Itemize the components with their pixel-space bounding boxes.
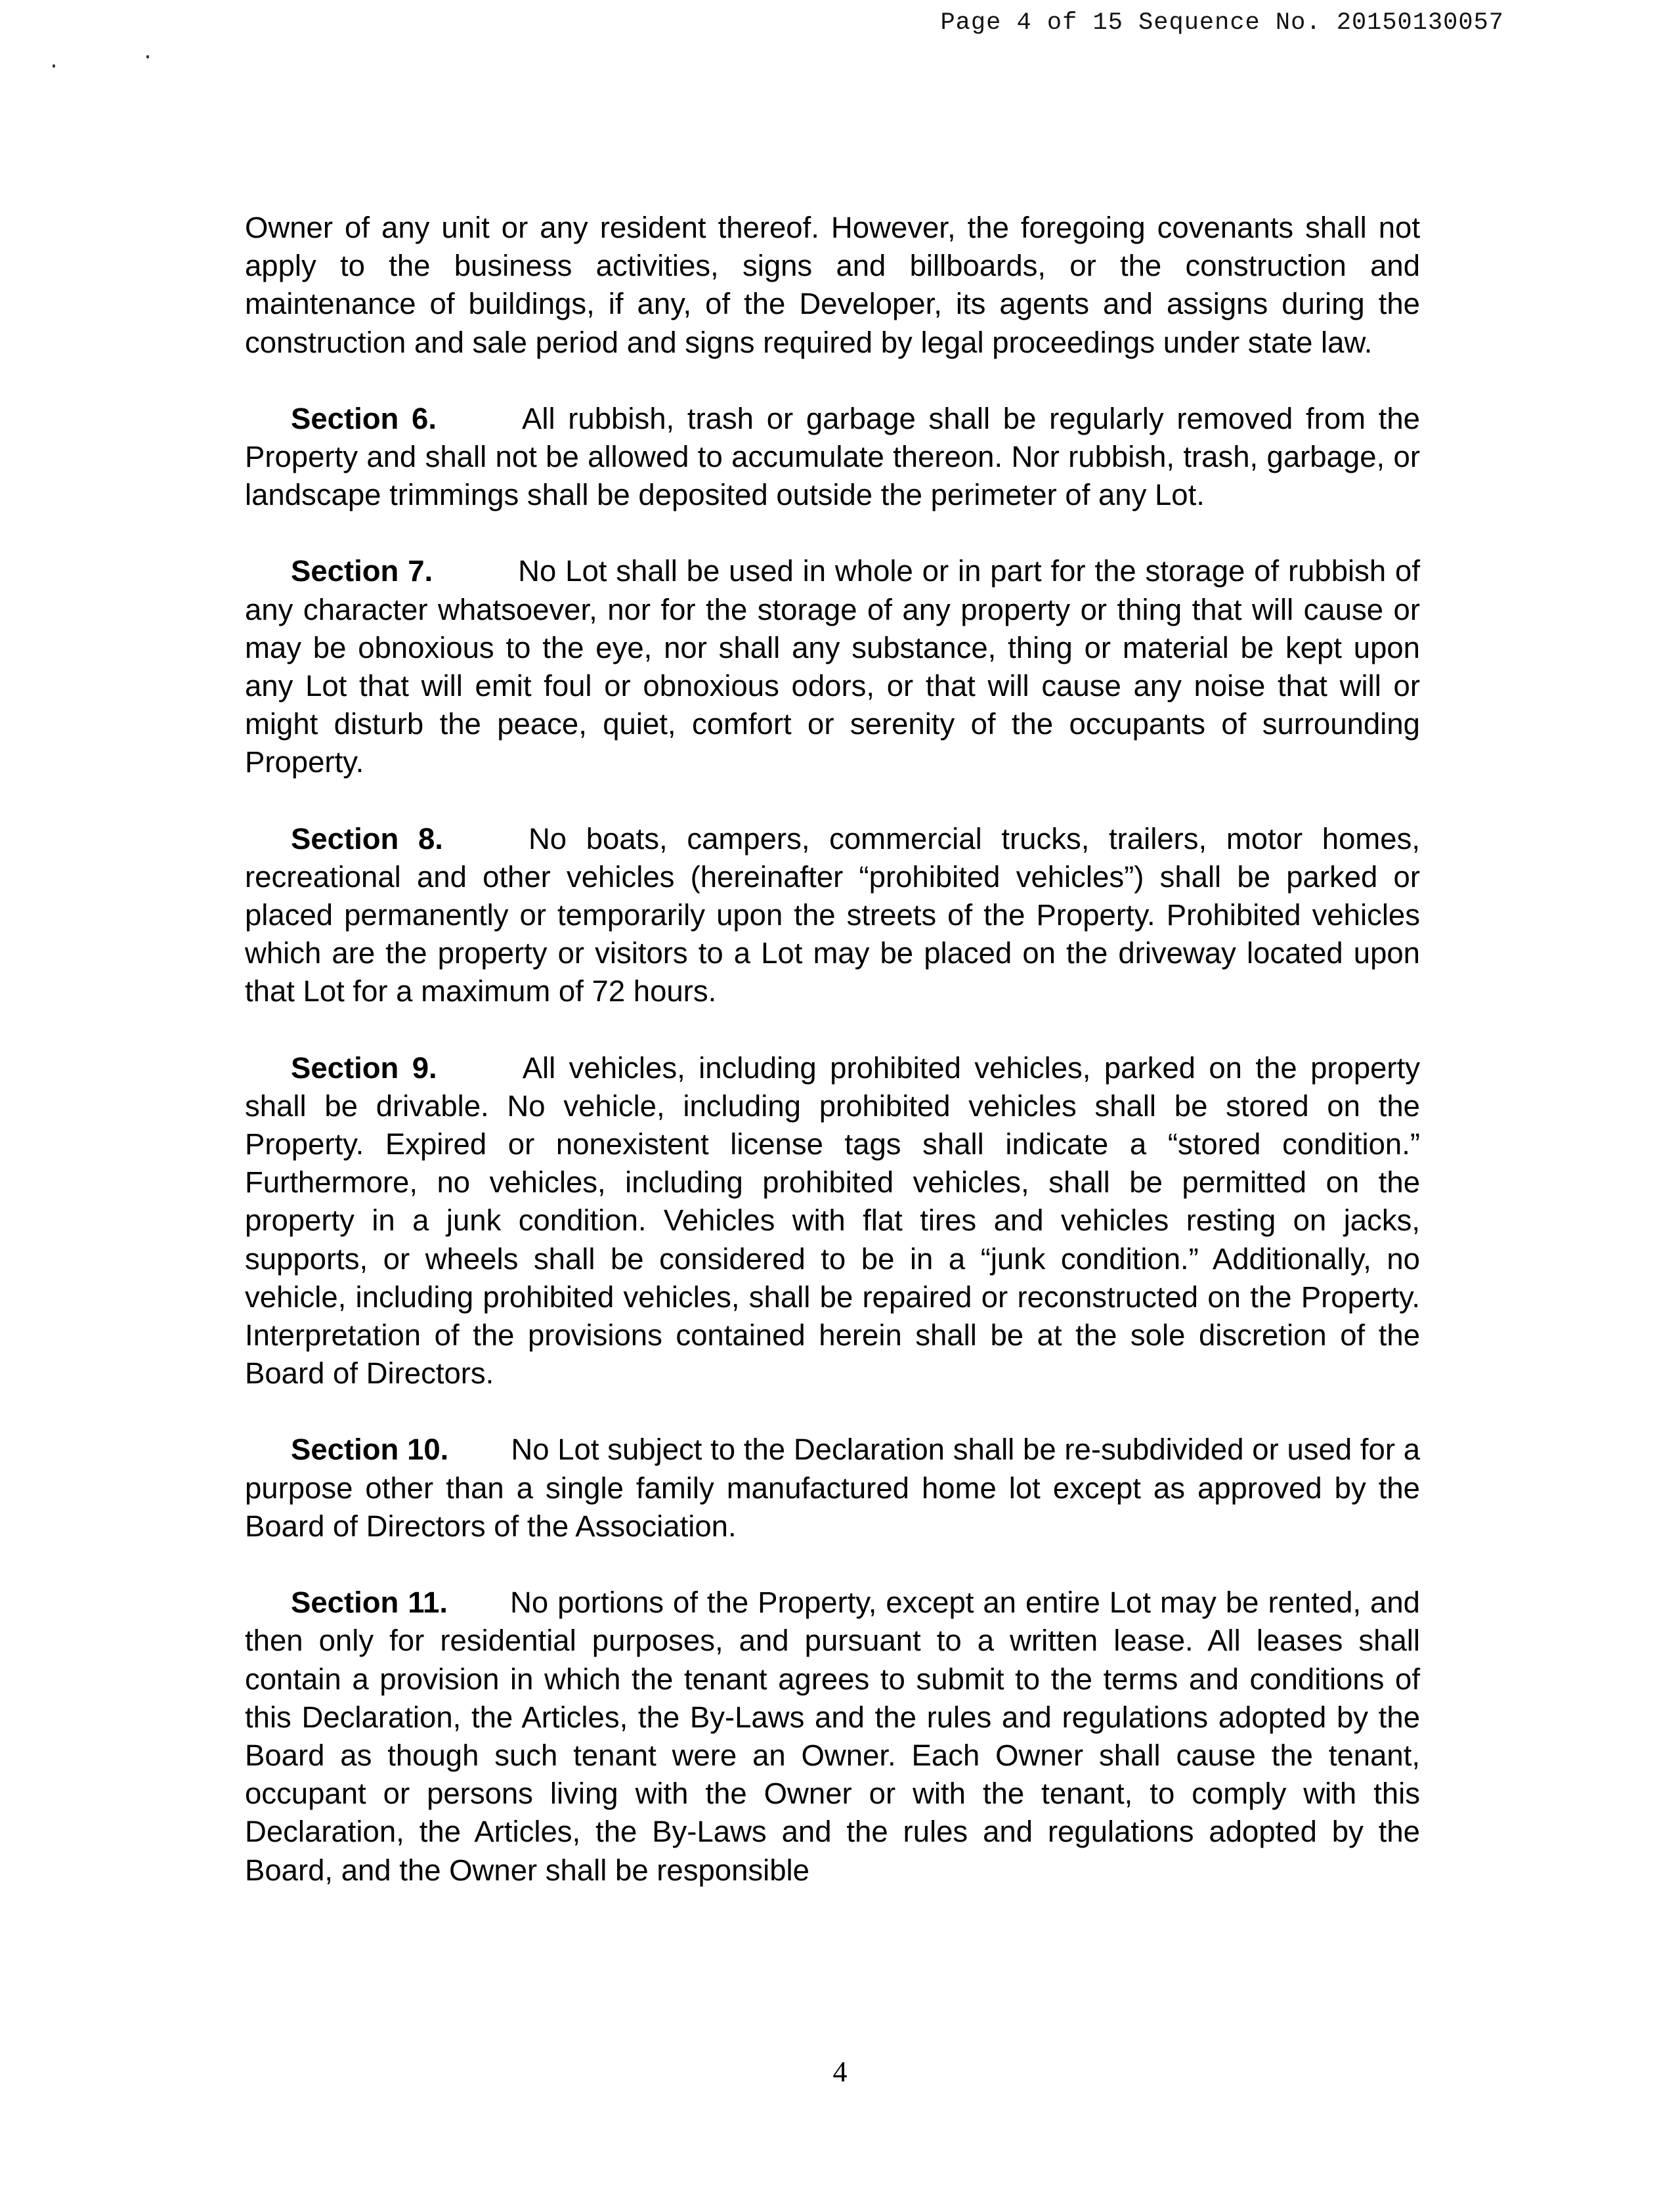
section-10-text: No Lot subject to the Declaration shall be re-subdivided or used for a purpose other than a single family manufactured home lot except as approved by the Board of Directors of the Association. xyxy=(245,1433,1421,1543)
scan-speck xyxy=(146,55,149,58)
page-header: Page 4 of 15 Sequence No. 20150130057 xyxy=(940,9,1504,37)
section-9-text: All vehicles, including prohibited vehicles, parked on the property shall be drivable. No vehicle, including prohibited vehicles shall be stored on the Property. Expired or nonexistent license tags shall indicate a “stored condition.” Furthermore, no vehicles, including prohibited vehicles, shall be permitted on the property in a junk condition. Vehicles with flat tires and vehicles resting on jacks, supports, or wheels shall be considered to be in a “junk condition.” Additionally, no vehicle, including prohibited vehicles, shall be repaired or reconstructed on the Property. Interpretation of the provisions contained herein shall be at the sole discretion of the Board of Directors. xyxy=(245,1050,1420,1391)
section-7-heading: Section 7. xyxy=(291,554,433,588)
section-7-paragraph xyxy=(245,552,1420,781)
section-6-paragraph xyxy=(245,400,1420,515)
section-10-paragraph xyxy=(245,1431,1420,1546)
section-9-heading: Section 9. xyxy=(291,1050,437,1085)
section-6-text: All rubbish, trash or garbage shall be regularly removed from the Property and shall not be allowed to accumulate thereon. Nor rubbish, trash, garbage, or landscape trimmings shall be deposited outside the perimeter of any Lot. xyxy=(245,401,1420,512)
page-number: 4 xyxy=(832,2056,848,2088)
section-8-paragraph xyxy=(245,820,1420,1011)
document-body xyxy=(245,209,1420,1928)
section-11-heading: Section 11. xyxy=(291,1586,448,1620)
continuation-paragraph: Owner of any unit or any resident thereof. However, the foregoing covenants shall not apply to the business activities, signs and billboards, or the construction and maintenance of buildings, if any, of the Developer, its agents and assigns during the construction and sale period and signs required by legal proceedings under state law. xyxy=(245,211,1420,359)
section-10-heading: Section 10. xyxy=(291,1433,449,1467)
section-7-text: No Lot shall be used in whole or in part for the storage of rubbish of any character whatsoever, nor for the storage of any property or thing that will cause or may be obnoxious to the eye, nor shall any substance, thing or material be kept upon any Lot that will emit foul or obnoxious odors, or that will cause any noise that will or might disturb the peace, quiet, comfort or serenity of the occupants of surrounding Property. xyxy=(245,554,1420,779)
scan-speck xyxy=(53,64,55,68)
section-6-heading: Section 6. xyxy=(291,401,437,435)
section-11-paragraph xyxy=(245,1584,1420,1890)
section-11-text: No portions of the Property, except an entire Lot may be rented, and then only for residential purposes, and pursuant to a written lease. All leases shall contain a provision in which the tenant agrees to submit to the terms and conditions of this Declaration, the Articles, the By-Laws and the rules and regulations adopted by the Board as though such tenant were an Owner. Each Owner shall cause the tenant, occupant or persons living with the Owner or with the tenant, to comply with this Declaration, the Articles, the By-Laws and the rules and regulations adopted by the Board, and the Owner shall be responsible xyxy=(245,1586,1420,1887)
section-8-heading: Section 8. xyxy=(291,821,443,855)
section-9-paragraph xyxy=(245,1049,1420,1393)
section-8-text: No boats, campers, commercial trucks, trailers, motor homes, recreational and other vehicles (hereinafter “prohibited vehicles”) shall be parked or placed permanently or temporarily upon the streets of the Property. Prohibited vehicles which are the property or visitors to a Lot may be placed on the driveway located upon that Lot for a maximum of 72 hours. xyxy=(245,821,1420,1008)
